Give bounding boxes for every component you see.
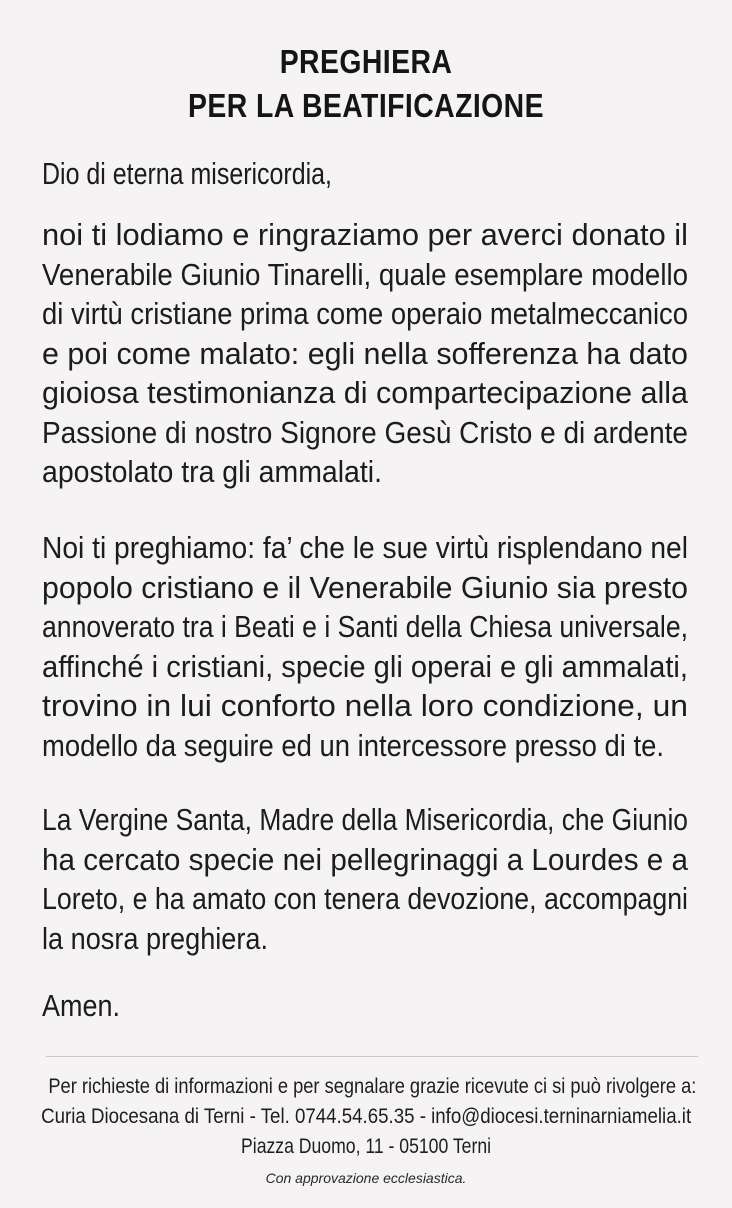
paragraph-3-line: la nosra preghiera.	[42, 920, 268, 956]
paragraph-1-line: di virtù cristiane prima come operaio metalmeccanico	[42, 296, 688, 331]
paragraph-2-line: affinché i cristiani, specie gli operai e gli ammalati,	[42, 648, 688, 684]
paragraph-3-line: La Vergine Santa, Madre della Misericordia, che Giunio	[42, 802, 688, 837]
prayer-paragraph-3	[42, 800, 690, 958]
title-line-1: PREGHIERA	[279, 43, 453, 80]
paragraph-1-line: gioiosa testimonianza di compartecipazione alla	[42, 375, 688, 410]
footer-line-1: Per richieste di informazioni e per segnalare grazie ricevute ci si può rivolgere a:	[48, 1075, 697, 1098]
greeting-line: Dio di eterna misericordia,	[42, 156, 332, 191]
prayer-paragraph-1	[42, 215, 690, 492]
title-line-2: PER LA BEATIFICAZIONE	[188, 87, 544, 124]
paragraph-2-line: modello da seguire ed un intercessore presso di te.	[42, 727, 664, 763]
paragraph-2-line: popolo cristiano e il Venerabile Giunio sia presto	[42, 569, 688, 605]
ecclesiastical-approval: Con approvazione ecclesiastica.	[265, 1170, 467, 1186]
paragraph-2-line: trovino in lui conforto nella loro condizione, un	[42, 688, 688, 723]
paragraph-1-line: apostolato tra gli ammalati.	[42, 454, 382, 489]
paragraph-1-line: Venerabile Giunio Tinarelli, quale esemplare modello	[42, 256, 688, 292]
footer-divider	[46, 1056, 698, 1057]
paragraph-2-line: Noi ti preghiamo: fa’ che le sue virtù risplendano nel	[42, 530, 688, 565]
prayer-greeting	[42, 154, 690, 194]
footer-line-3: Piazza Duomo, 11 - 05100 Terni	[241, 1135, 491, 1158]
prayer-closing	[42, 986, 690, 1026]
paragraph-1-line: Passione di nostro Signore Gesù Cristo e di ardente	[42, 414, 688, 450]
paragraph-3-line: Loreto, e ha amato con tenera devozione, accompagni	[42, 881, 688, 916]
prayer-paragraph-2	[42, 528, 690, 765]
paragraph-1-line: noi ti lodiamo e ringraziamo per averci donato il	[42, 217, 688, 252]
paragraph-3-line: ha cercato specie nei pellegrinaggi a Lourdes e a	[42, 841, 688, 877]
footer-contact	[0, 1072, 732, 1162]
footer-line-2: Curia Diocesana di Terni - Tel. 0744.54.65.35 - info@diocesi.terninarniamelia.it	[41, 1105, 691, 1128]
paragraph-1-line: e poi come malato: egli nella sofferenza ha dato	[42, 335, 688, 371]
paragraph-2-line: annoverato tra i Beati e i Santi della Chiesa universale,	[42, 609, 688, 644]
amen-line: Amen.	[42, 988, 120, 1023]
